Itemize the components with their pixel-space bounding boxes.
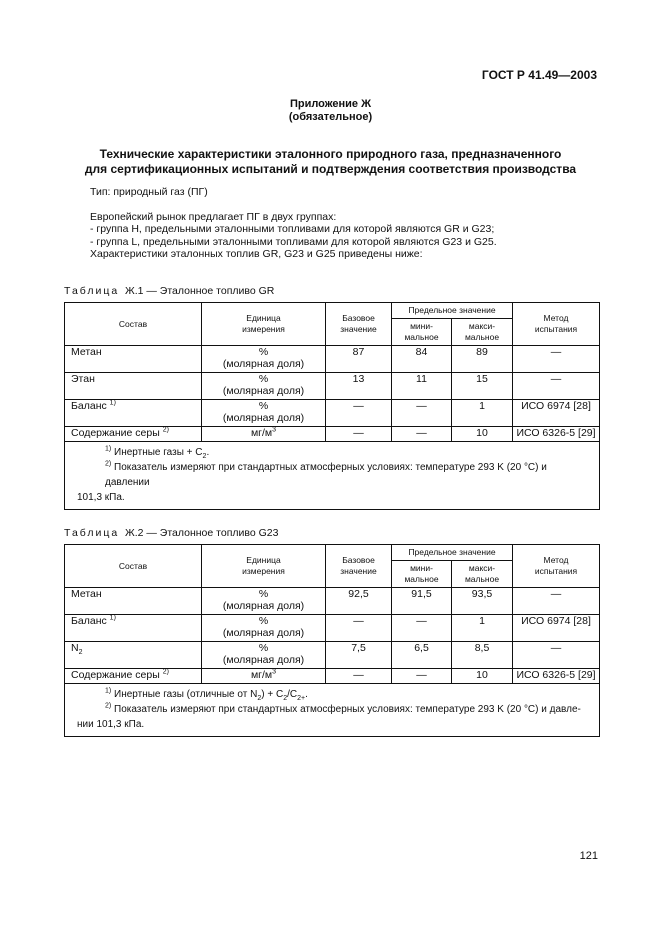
page-number: 121: [579, 850, 598, 862]
row-max: 1: [452, 615, 513, 642]
table-row: [65, 615, 600, 642]
row-base: —: [326, 427, 392, 442]
row-name: Метан: [65, 346, 202, 373]
row-min: 84: [392, 346, 452, 373]
row-base: 87: [326, 346, 392, 373]
table-row: [65, 427, 600, 442]
row-max: 89: [452, 346, 513, 373]
table-row: [65, 373, 600, 400]
col-composition: Состав: [65, 303, 202, 346]
row-min: 91,5: [392, 588, 452, 615]
col-min: мини- мальное: [392, 561, 452, 588]
intro-group-l: - группа L, предельными эталонными топливами для которой являются G23 и G25.: [90, 235, 497, 248]
table2: [64, 544, 600, 737]
row-method: ИСО 6326-5 [29]: [513, 669, 600, 684]
row-name: $N_2$: [65, 642, 202, 669]
title-line-2: для сертификационных испытаний и подтверждения соответствия производства: [84, 162, 577, 176]
intro-group-h: - группа H, предельными эталонными топливами для которой являются GR и G23;: [90, 223, 495, 236]
row-method: —: [513, 642, 600, 669]
table1-note-2: $^{2)}$ Показатель измеряют при стандартных атмосферных условиях: температуре 293 K (20 °C) и давлении: [105, 460, 547, 488]
col-composition: Состав: [65, 545, 202, 588]
row-max: 10: [452, 669, 513, 684]
row-base: —: [326, 669, 392, 684]
standard-header: ГОСТ Р 41.49—2003: [481, 68, 597, 82]
row-method: —: [513, 373, 600, 400]
row-base: 13: [326, 373, 392, 400]
col-limit: Предельное значение: [392, 545, 513, 561]
table1-note-1: $^{1)}$ Инертные газы + $С_2$.: [105, 445, 210, 460]
table2-note-1: $^{1)}$ Инертные газы (отличные от $N_2) + C_2/C_{2+}$.: [105, 687, 308, 702]
row-min: 6,5: [392, 642, 452, 669]
col-max: макси- мальное: [452, 319, 513, 346]
row-min: —: [392, 427, 452, 442]
table-row: [65, 400, 600, 427]
row-max: 93,5: [452, 588, 513, 615]
table2-caption-text: Ж.2 — Эталонное топливо G23: [125, 527, 279, 539]
row-name: Этан: [65, 373, 202, 400]
table2-note-2-cont: нии 101,3 кПа.: [77, 719, 145, 730]
row-method: ИСО 6974 [28]: [513, 615, 600, 642]
table1-note-2-cont: 101,3 кПа.: [77, 492, 125, 503]
intro-chars: Характеристики эталонных топлив GR, G23 и G25 приведены ниже:: [90, 248, 423, 261]
row-base: —: [326, 615, 392, 642]
row-method: ИСО 6326-5 [29]: [513, 427, 600, 442]
row-max: 1: [452, 400, 513, 427]
title-line-1: Технические характеристики эталонного природного газа, предназначенного: [99, 147, 562, 161]
col-base: Базовое значение: [326, 303, 392, 346]
row-min: —: [392, 615, 452, 642]
row-name: Баланс $^{1)}$: [65, 400, 202, 427]
row-unit: % (молярная доля): [202, 400, 326, 427]
row-unit: % (молярная доля): [202, 588, 326, 615]
intro-market: Европейский рынок предлагает ПГ в двух группах:: [90, 211, 337, 223]
col-limit: Предельное значение: [392, 303, 513, 319]
row-unit: % (молярная доля): [202, 615, 326, 642]
table1-caption: [64, 285, 274, 297]
row-name: Баланс $^{1)}$: [65, 615, 202, 642]
table-row: [65, 346, 600, 373]
col-min: мини- мальное: [392, 319, 452, 346]
row-unit: % (молярная доля): [202, 373, 326, 400]
row-name: Содержание серы $^{2)}$: [65, 427, 202, 442]
row-name: Содержание серы $^{2)}$: [65, 669, 202, 684]
table1-notes: [65, 442, 600, 510]
document-title: [0, 147, 661, 177]
row-method: —: [513, 588, 600, 615]
col-method: Метод испытания: [513, 303, 600, 346]
table2-caption: [64, 527, 278, 539]
table2-note-2: $^{2)}$ Показатель измеряют при стандартных атмосферных условиях: температуре 293 K (20 °C) и давле-: [105, 702, 581, 715]
table2-caption-word: Таблица: [64, 527, 120, 539]
table1: [64, 302, 600, 510]
row-max: 10: [452, 427, 513, 442]
col-base: Базовое значение: [326, 545, 392, 588]
col-max: макси- мальное: [452, 561, 513, 588]
row-method: —: [513, 346, 600, 373]
row-max: 8,5: [452, 642, 513, 669]
row-min: —: [392, 400, 452, 427]
table-row: [65, 588, 600, 615]
table-row: [65, 669, 600, 684]
appendix-status: (обязательное): [288, 111, 373, 123]
col-method: Метод испытания: [513, 545, 600, 588]
appendix-heading: [0, 98, 661, 124]
table-row: [65, 642, 600, 669]
row-name: Метан: [65, 588, 202, 615]
row-unit: % (молярная доля): [202, 346, 326, 373]
appendix-title: Приложение Ж: [289, 98, 372, 110]
row-method: ИСО 6974 [28]: [513, 400, 600, 427]
intro-type: Тип: природный газ (ПГ): [90, 186, 208, 198]
row-min: —: [392, 669, 452, 684]
col-unit: Единица измерения: [202, 303, 326, 346]
table1-caption-word: Таблица: [64, 285, 120, 297]
row-unit: $мг/м^3$: [202, 427, 326, 442]
row-min: 11: [392, 373, 452, 400]
row-base: —: [326, 400, 392, 427]
row-base: 92,5: [326, 588, 392, 615]
col-unit: Единица измерения: [202, 545, 326, 588]
table1-caption-text: Ж.1 — Эталонное топливо GR: [125, 285, 275, 297]
table1-footnotes: [65, 442, 600, 510]
row-base: 7,5: [326, 642, 392, 669]
table2-notes: [65, 684, 600, 737]
row-max: 15: [452, 373, 513, 400]
row-unit: $мг/м^3$: [202, 669, 326, 684]
intro-paragraph: [90, 211, 497, 261]
row-unit: % (молярная доля): [202, 642, 326, 669]
table2-footnotes: [65, 684, 600, 737]
